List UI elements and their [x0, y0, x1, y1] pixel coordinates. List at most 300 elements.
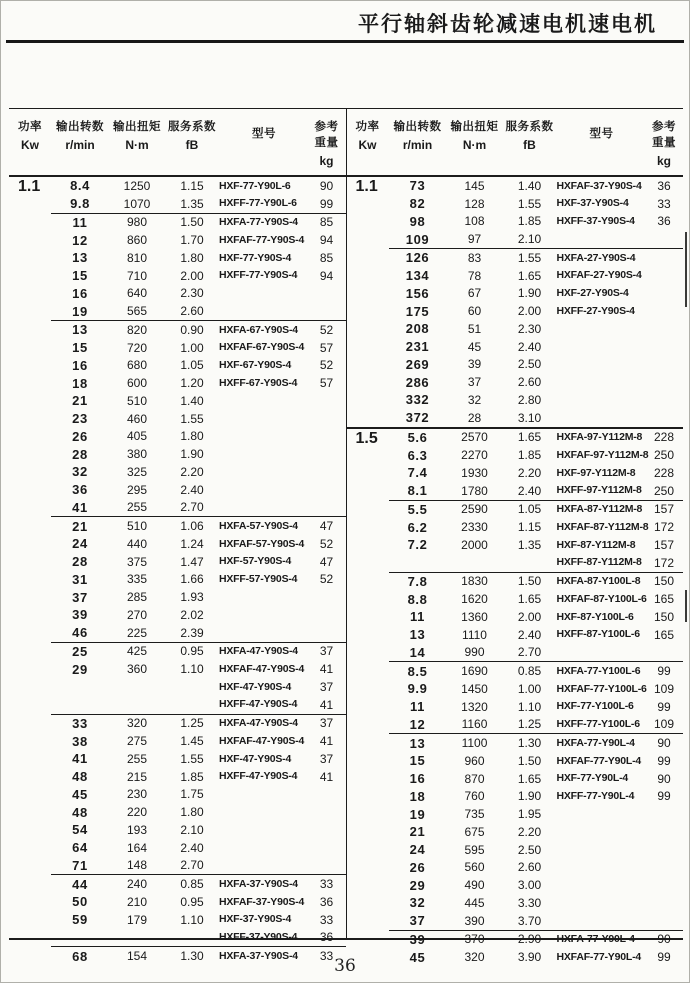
- cell-model: HXFA-57-Y90S-4: [219, 519, 298, 532]
- power-value: [347, 661, 389, 733]
- cell-torque: 375: [126, 554, 148, 569]
- cell-torque: 820: [126, 322, 148, 337]
- cell-model: HXF-77-Y90L-6: [219, 179, 291, 192]
- table-body: [347, 177, 684, 966]
- power-value: [9, 213, 51, 321]
- col-power-label: 功率: [355, 121, 380, 133]
- cell-speed: 23: [72, 411, 88, 427]
- table-row: [51, 195, 346, 213]
- cell-fb: 2.60: [517, 860, 542, 875]
- table-row: [389, 356, 684, 374]
- table-row: [389, 554, 684, 572]
- table-row: [389, 912, 684, 930]
- col-service: [165, 118, 219, 168]
- cell-torque: 680: [126, 358, 148, 373]
- cell-model: HXFAF-77-Y90L-4: [556, 754, 642, 767]
- table-row: [51, 374, 346, 392]
- cell-fb: 1.35: [517, 537, 542, 552]
- cell-torque: 1690: [461, 664, 488, 679]
- cell-fb: 0.95: [180, 894, 204, 909]
- cell-kg: 33: [319, 877, 334, 892]
- table-row: [389, 213, 684, 231]
- cell-kg: 36: [657, 178, 671, 193]
- cell-torque: 870: [464, 771, 485, 786]
- col-weight-unit: kg: [656, 154, 671, 168]
- table-row: [51, 911, 346, 929]
- cell-speed: 38: [72, 733, 88, 749]
- cell-kg: 37: [319, 716, 334, 731]
- cell-fb: 0.85: [517, 664, 542, 679]
- cell-kg: 41: [319, 769, 334, 784]
- cell-fb: 1.45: [180, 734, 204, 749]
- power-value: [347, 733, 389, 929]
- cell-speed: 18: [72, 375, 88, 391]
- table-row: [389, 734, 684, 752]
- power-group: [347, 427, 684, 500]
- cell-speed: 26: [72, 428, 88, 444]
- cell-torque: 255: [126, 500, 148, 515]
- cell-kg: 109: [653, 717, 675, 732]
- col-power-unit: Kw: [21, 138, 39, 152]
- table-row: [51, 893, 346, 911]
- cell-fb: 1.05: [180, 358, 204, 373]
- cell-torque: 60: [467, 304, 482, 319]
- table-row: [51, 821, 346, 839]
- cell-torque: 145: [464, 178, 485, 193]
- cell-fb: 1.20: [180, 376, 204, 391]
- cell-fb: 1.65: [517, 268, 542, 283]
- cell-model: HXFF-27-Y90S-4: [556, 304, 635, 317]
- col-model: [557, 118, 647, 168]
- cell-speed: 286: [405, 374, 430, 390]
- cell-speed: 16: [72, 357, 88, 373]
- cell-torque: 220: [126, 805, 148, 820]
- table-row: [389, 823, 684, 841]
- cell-speed: 231: [405, 339, 430, 355]
- cell-fb: 2.40: [517, 483, 542, 498]
- cell-torque: 1100: [461, 736, 488, 751]
- table-row: [389, 338, 684, 356]
- power-value: 1.5: [355, 429, 378, 447]
- cell-fb: 1.95: [517, 807, 542, 822]
- cell-speed: 14: [409, 644, 426, 660]
- cell-model: HXFAF-27-Y90S-4: [556, 269, 642, 282]
- scan-artifact: [685, 232, 687, 307]
- table-row: [389, 626, 684, 644]
- col-speed: [51, 118, 109, 168]
- table-row: [389, 501, 684, 519]
- power-group: [347, 248, 684, 427]
- cell-model: HXFA-87-Y100L-8: [556, 575, 641, 588]
- cell-speed: 73: [409, 178, 426, 194]
- col-model-label: 型号: [252, 128, 276, 140]
- table-row: [389, 249, 684, 267]
- cell-speed: 24: [72, 536, 88, 552]
- cell-speed: 41: [72, 751, 88, 767]
- cell-kg: 150: [653, 609, 675, 624]
- cell-kg: 52: [319, 322, 334, 337]
- cell-fb: 2.50: [517, 842, 542, 857]
- table-row: [389, 859, 684, 877]
- col-weight-unit: kg: [319, 154, 334, 168]
- spec-table-right: [346, 109, 684, 965]
- cell-model: HXF-77-Y100L-6: [556, 700, 634, 713]
- cell-torque: 990: [464, 645, 485, 660]
- cell-speed: 13: [409, 627, 426, 643]
- cell-fb: 1.24: [180, 536, 204, 551]
- cell-speed: 33: [72, 715, 88, 731]
- table-row: [389, 716, 684, 734]
- cell-torque: 2330: [461, 520, 488, 535]
- cell-kg: 228: [653, 465, 675, 480]
- cell-speed: 31: [72, 571, 88, 587]
- cell-fb: 2.30: [180, 286, 204, 301]
- cell-fb: 2.30: [517, 321, 542, 336]
- cell-speed: 54: [72, 822, 88, 838]
- cell-fb: 2.70: [180, 500, 204, 515]
- cell-speed: 16: [72, 285, 88, 301]
- cell-model: HXFAF-37-Y90S-4: [219, 895, 305, 908]
- cell-speed: 21: [409, 824, 426, 840]
- cell-kg: 37: [319, 751, 334, 766]
- cell-model: HXFAF-97-Y112M-8: [556, 448, 649, 461]
- cell-model: HXFAF-57-Y90S-4: [219, 537, 305, 550]
- cell-torque: 97: [467, 232, 482, 247]
- cell-speed: 7.2: [407, 537, 428, 553]
- cell-fb: 1.50: [517, 574, 542, 589]
- cell-torque: 440: [126, 536, 148, 551]
- table-row: [389, 876, 684, 894]
- cell-speed: 32: [72, 464, 88, 480]
- cell-kg: 228: [653, 430, 675, 445]
- cell-model: HXFF-97-Y112M-8: [556, 484, 642, 497]
- cell-fb: 1.30: [180, 949, 204, 964]
- cell-speed: 98: [409, 213, 426, 229]
- cell-speed: 175: [405, 303, 430, 319]
- cell-fb: 2.40: [517, 339, 542, 354]
- cell-model: HXF-57-Y90S-4: [219, 555, 292, 568]
- cell-speed: 25: [72, 643, 88, 659]
- cell-fb: 0.85: [180, 877, 204, 892]
- cell-fb: 2.60: [517, 375, 542, 390]
- cell-speed: 11: [72, 214, 88, 230]
- col-torque-unit: N·m: [462, 138, 487, 152]
- cell-speed: 26: [409, 859, 426, 875]
- cell-torque: 640: [126, 286, 148, 301]
- cell-fb: 1.25: [180, 716, 204, 731]
- cell-torque: 595: [464, 842, 485, 857]
- table-row: [389, 573, 684, 591]
- table-row: [389, 698, 684, 716]
- cell-speed: 372: [405, 410, 430, 426]
- cell-model: HXFF-37-Y90S-4: [219, 931, 298, 944]
- cell-fb: 1.93: [180, 590, 204, 605]
- col-power-label: 功率: [18, 121, 42, 133]
- cell-fb: 2.39: [180, 625, 204, 640]
- cell-kg: 47: [319, 554, 334, 569]
- table-row: [389, 680, 684, 698]
- power-group: [9, 874, 346, 946]
- cell-speed: 15: [409, 753, 426, 769]
- cell-torque: 179: [126, 912, 148, 927]
- cell-kg: 57: [319, 376, 334, 391]
- power-group: [347, 661, 684, 733]
- col-model: [219, 118, 309, 168]
- cell-speed: 36: [72, 482, 88, 498]
- cell-fb: 1.55: [517, 196, 542, 211]
- table-row: [51, 392, 346, 410]
- cell-kg: 41: [319, 697, 334, 712]
- cell-torque: 67: [467, 286, 482, 301]
- table-row: [51, 606, 346, 624]
- cell-kg: 33: [657, 196, 671, 211]
- table-row: [389, 590, 684, 608]
- cell-kg: 90: [657, 932, 671, 947]
- cell-torque: 275: [126, 734, 148, 749]
- table-row: [51, 428, 346, 446]
- cell-fb: 1.50: [517, 753, 542, 768]
- table-row: [51, 499, 346, 517]
- table-row: [389, 608, 684, 626]
- table-row: [51, 857, 346, 875]
- cell-torque: 1450: [461, 681, 488, 696]
- cell-torque: 28: [467, 410, 482, 425]
- cell-torque: 565: [126, 304, 148, 319]
- cell-fb: 1.65: [517, 592, 542, 607]
- cell-kg: 157: [653, 537, 675, 552]
- cell-fb: 3.10: [517, 410, 542, 425]
- cell-torque: 1830: [461, 574, 488, 589]
- cell-speed: 68: [72, 948, 88, 964]
- table-row: [51, 321, 346, 339]
- cell-speed: 6.3: [407, 447, 428, 463]
- cell-kg: 52: [319, 536, 334, 551]
- cell-speed: 12: [409, 716, 426, 732]
- col-speed-label: 输出转数: [56, 121, 104, 133]
- cell-torque: 425: [126, 644, 148, 659]
- cell-fb: 2.40: [517, 627, 542, 642]
- col-torque: [447, 118, 503, 168]
- cell-torque: 600: [126, 376, 148, 391]
- cell-speed: 18: [409, 788, 426, 804]
- cell-torque: 675: [464, 824, 485, 839]
- cell-speed: 19: [72, 303, 88, 319]
- table-row: [389, 446, 684, 464]
- cell-speed: 5.5: [407, 501, 428, 517]
- cell-speed: 82: [409, 196, 426, 212]
- cell-speed: 28: [72, 446, 88, 462]
- cell-torque: 164: [126, 840, 148, 855]
- power-value: [347, 572, 389, 662]
- cell-model: HXFF-57-Y90S-4: [219, 573, 298, 586]
- cell-model: HXFAF-77-Y90L-4: [556, 950, 642, 963]
- cell-speed: 41: [72, 499, 88, 515]
- cell-torque: 490: [464, 878, 485, 893]
- cell-speed: 5.6: [407, 429, 428, 445]
- cell-fb: 0.95: [180, 644, 204, 659]
- cell-fb: 2.20: [517, 465, 542, 480]
- cell-torque: 2570: [461, 430, 488, 445]
- cell-fb: 1.65: [517, 771, 542, 786]
- table-row: [389, 409, 684, 427]
- cell-model: HXF-77-Y90L-4: [556, 772, 629, 785]
- cell-torque: 860: [126, 233, 148, 248]
- cell-speed: 12: [72, 232, 88, 248]
- power-group: [347, 733, 684, 929]
- cell-speed: 134: [405, 268, 430, 284]
- table-row: [389, 230, 684, 248]
- table-row: [389, 285, 684, 303]
- table-row: [389, 373, 684, 391]
- col-torque-label: 输出扭矩: [450, 121, 499, 133]
- table-row: [51, 839, 346, 857]
- table-row: [389, 788, 684, 806]
- cell-speed: 9.9: [407, 681, 428, 697]
- spec-tables: [9, 108, 683, 965]
- cell-fb: 2.00: [517, 304, 542, 319]
- cell-kg: 150: [653, 574, 675, 589]
- cell-model: HXFA-37-Y90S-4: [219, 877, 298, 890]
- cell-speed: 332: [405, 392, 430, 408]
- cell-speed: 269: [405, 356, 430, 372]
- cell-fb: 1.10: [180, 662, 204, 677]
- cell-speed: 9.8: [70, 196, 90, 212]
- cell-speed: 8.8: [407, 591, 428, 607]
- cell-speed: 11: [410, 609, 425, 625]
- power-group: [347, 572, 684, 662]
- table-row: [389, 195, 684, 213]
- cell-speed: 13: [409, 735, 426, 751]
- power-value: [9, 642, 51, 714]
- cell-torque: 255: [126, 751, 148, 766]
- cell-kg: 33: [319, 912, 334, 927]
- col-speed-unit: r/min: [402, 138, 433, 152]
- cell-model: HXF-37-Y90S-4: [556, 197, 629, 210]
- table-row: [51, 285, 346, 303]
- cell-kg: 90: [657, 771, 671, 786]
- cell-speed: 13: [72, 250, 88, 266]
- cell-torque: 230: [126, 787, 148, 802]
- table-row: [389, 464, 684, 482]
- table-row: [51, 750, 346, 768]
- power-value: [347, 500, 389, 572]
- cell-kg: 250: [653, 448, 675, 463]
- cell-model: HXF-27-Y90S-4: [556, 287, 629, 300]
- cell-torque: 210: [126, 894, 148, 909]
- cell-fb: 3.00: [517, 878, 542, 893]
- cell-torque: 370: [464, 932, 485, 947]
- cell-kg: 250: [653, 483, 675, 498]
- cell-speed: 7.4: [407, 465, 428, 481]
- cell-model: HXFF-77-Y90S-4: [219, 269, 298, 282]
- cell-torque: 2000: [461, 537, 488, 552]
- cell-torque: 710: [126, 268, 148, 283]
- cell-torque: 193: [126, 822, 148, 837]
- cell-fb: 1.40: [180, 393, 204, 408]
- cell-torque: 360: [126, 662, 148, 677]
- cell-kg: 90: [657, 736, 671, 751]
- cell-fb: 1.05: [517, 502, 542, 517]
- cell-torque: 1110: [462, 627, 487, 642]
- col-torque: [109, 118, 165, 168]
- cell-model: HXF-67-Y90S-4: [219, 359, 292, 372]
- cell-kg: 36: [319, 930, 334, 945]
- table-header: [347, 109, 684, 177]
- cell-model: HXFF-37-Y90S-4: [556, 215, 635, 228]
- power-value: [9, 516, 51, 641]
- cell-fb: 1.85: [180, 769, 204, 784]
- cell-torque: 320: [464, 950, 485, 965]
- table-body: [9, 177, 346, 965]
- table-row: [51, 643, 346, 661]
- table-row: [51, 571, 346, 589]
- power-group: [347, 177, 684, 248]
- cell-model: HXFF-87-Y100L-6: [556, 628, 640, 641]
- cell-speed: 126: [405, 250, 430, 266]
- table-row: [51, 445, 346, 463]
- cell-torque: 390: [464, 913, 485, 928]
- cell-model: HXFAF-67-Y90S-4: [219, 341, 305, 354]
- cell-torque: 325: [126, 464, 148, 479]
- cell-speed: 64: [72, 840, 88, 856]
- cell-torque: 32: [467, 392, 482, 407]
- cell-torque: 1780: [461, 483, 488, 498]
- cell-fb: 1.50: [180, 215, 204, 230]
- table-row: [389, 752, 684, 770]
- col-service-unit: fB: [185, 138, 199, 152]
- cell-kg: 99: [657, 789, 671, 804]
- cell-speed: 44: [72, 876, 88, 892]
- cell-fb: 2.80: [517, 392, 542, 407]
- cell-kg: 36: [319, 894, 334, 909]
- table-row: [51, 481, 346, 499]
- cell-torque: 225: [126, 625, 148, 640]
- cell-speed: 50: [72, 894, 88, 910]
- cell-torque: 960: [464, 753, 485, 768]
- cell-speed: 48: [72, 769, 88, 785]
- table-row: [51, 177, 346, 195]
- col-weight: [309, 118, 344, 168]
- cell-model: HXFF-77-Y90L-4: [556, 790, 635, 803]
- table-row: [51, 624, 346, 642]
- cell-kg: 41: [319, 734, 334, 749]
- cell-fb: 1.75: [180, 787, 204, 802]
- cell-model: HXFAF-77-Y100L-6: [556, 682, 647, 695]
- cell-speed: 39: [72, 607, 88, 623]
- col-service-label: 服务系数: [168, 121, 216, 133]
- cell-kg: 57: [319, 340, 334, 355]
- power-group: [347, 500, 684, 572]
- table-row: [51, 231, 346, 249]
- power-value: 1.1: [355, 178, 378, 195]
- cell-fb: 1.55: [517, 250, 542, 265]
- cell-fb: 1.35: [180, 196, 204, 211]
- power-group: [9, 177, 346, 213]
- cell-fb: 2.00: [517, 609, 542, 624]
- cell-fb: 1.40: [517, 178, 542, 193]
- cell-kg: 99: [657, 699, 671, 714]
- cell-fb: 1.06: [180, 519, 204, 534]
- col-speed-unit: r/min: [65, 138, 95, 152]
- cell-model: HXFF-47-Y90S-4: [219, 770, 298, 783]
- table-row: [51, 463, 346, 481]
- cell-torque: 148: [126, 858, 148, 873]
- cell-model: HXFAF-47-Y90S-4: [219, 734, 305, 747]
- cell-kg: 99: [657, 664, 671, 679]
- cell-speed: 46: [72, 625, 88, 641]
- cell-torque: 1360: [461, 609, 488, 624]
- cell-fb: 2.60: [180, 304, 204, 319]
